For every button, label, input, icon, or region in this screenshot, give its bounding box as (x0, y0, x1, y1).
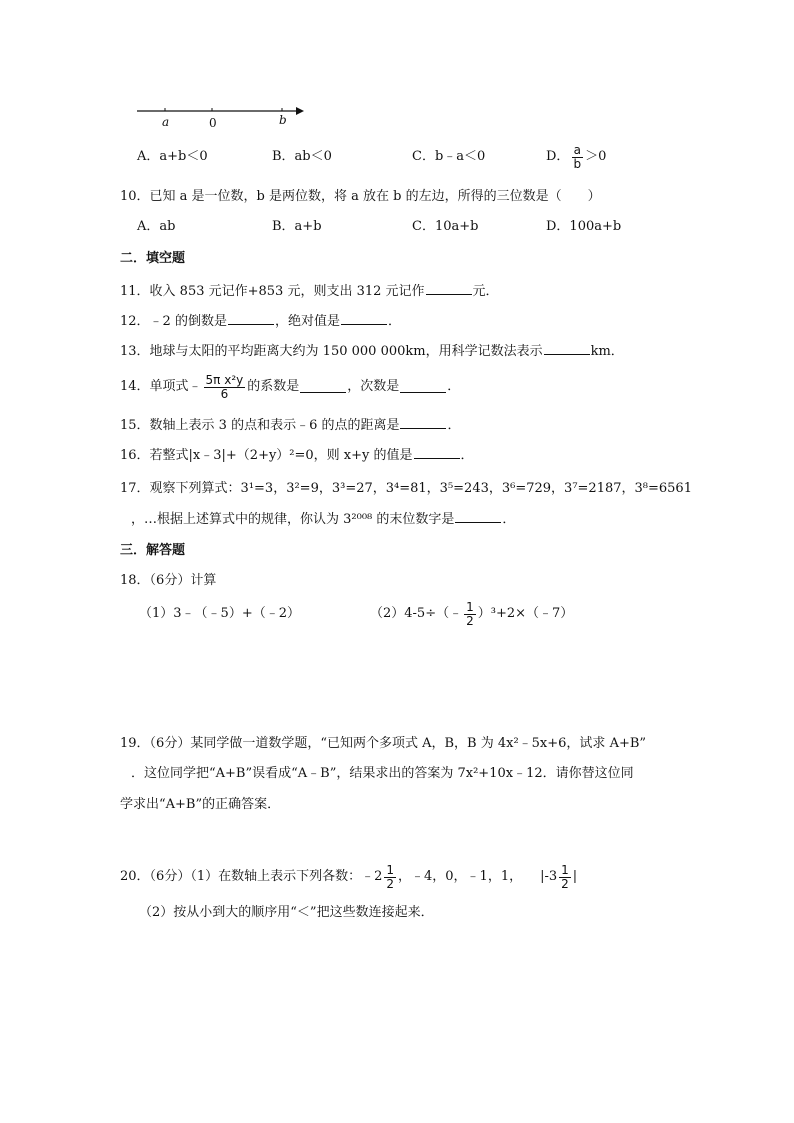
q9-option-b: B．ab＜0 (272, 149, 332, 164)
q20-mid: ，﹣4，0，﹣1，1， (398, 869, 523, 884)
q19-line-1: 19．（6分）某同学做一道数学题，“已知两个多项式 A，B，B 为 4x²﹣5x+6，试求 A+B” (120, 736, 647, 751)
q11-blank[interactable] (426, 283, 472, 295)
q18-part-2-text: （2）4-5÷（﹣ (370, 606, 463, 621)
q14-blank-2[interactable] (400, 381, 446, 393)
q12 (120, 313, 401, 330)
q17-line-2 (131, 511, 515, 528)
q15-tail: ． (447, 418, 461, 433)
q17-tail: ． (502, 512, 516, 527)
q9-option-d-prefix: D． (546, 149, 570, 164)
q9-d-numerator: a (573, 142, 581, 157)
q14-text: 14．单项式﹣ (120, 379, 202, 394)
q17-blank[interactable] (455, 511, 501, 523)
q20-abs-open: |-3 (540, 869, 558, 884)
q10-option-b: B．a+b (272, 219, 322, 234)
section-fill-in-title: 二．填空题 (120, 251, 186, 266)
q17-text: ，…根据上述算式中的规律，你认为 3²⁰⁰⁸ 的末位数字是 (131, 512, 455, 527)
q12-mid: ，绝对值是 (274, 314, 340, 329)
q9-option-d-suffix: ＞0 (585, 149, 607, 164)
q20-f1-denominator: 2 (386, 876, 394, 891)
q20-line-1 (120, 860, 577, 894)
q13-text: 13．地球与太阳的平均距离大约为 150 000 000km，用科学记数法表示 (120, 344, 543, 359)
q18-title: 18．（6分）计算 (120, 573, 217, 588)
number-line-label-b: b (279, 113, 287, 127)
q14-tail: ． (447, 379, 461, 394)
q20-fraction-1 (384, 864, 396, 891)
q16-blank[interactable] (414, 447, 460, 459)
q13-blank[interactable] (544, 343, 590, 355)
q14 (120, 369, 460, 405)
q14-denominator: 6 (220, 386, 229, 401)
q12-tail: ． (387, 314, 401, 329)
number-line-label-a: a (162, 115, 170, 129)
q9-option-c: C．b﹣a＜0 (412, 149, 486, 164)
q14-numerator: 5π x²y (205, 372, 244, 387)
q20-f2-denominator: 2 (561, 876, 569, 891)
q18-denominator: 2 (466, 613, 474, 628)
q18-fraction (464, 601, 476, 628)
q15-text: 15．数轴上表示 3 的点和表示﹣6 的点的距离是 (120, 418, 400, 433)
q19-line-2: ．这位同学把“A+B”误看成“A﹣B”，结果求出的答案为 7x²+10x﹣12．请你替这位同 (131, 766, 634, 781)
q14-mid-1: 的系数是 (247, 379, 300, 394)
q20-text: 20．（6分）（1）在数轴上表示下列各数：﹣2 (120, 869, 383, 884)
q14-mid-2: ，次数是 (347, 379, 400, 394)
q20-abs-close: | (572, 869, 578, 884)
q16-tail: ． (460, 448, 474, 463)
q20-f1-numerator: 1 (386, 862, 394, 877)
q10-text: 10．已知 a 是一位数，b 是两位数，将 a 放在 b 的左边，所得的三位数是（ ） (120, 189, 601, 204)
q11-tail: 元． (472, 284, 499, 299)
q14-fraction (204, 374, 246, 401)
q16-text: 16．若整式|x﹣3|+（2+y）²=0，则 x+y 的值是 (120, 448, 413, 463)
q12-text: 12．﹣2 的倒数是 (120, 314, 227, 329)
q15-blank[interactable] (400, 417, 446, 429)
q18-numerator: 1 (466, 599, 474, 614)
q10-option-d: D．100a+b (546, 219, 622, 234)
number-line-label-0: 0 (209, 116, 217, 130)
q11-text: 11．收入 853 元记作+853 元，则支出 312 元记作 (120, 284, 425, 299)
q18-part-2-tail: ）³+2×（﹣7） (477, 606, 574, 621)
q11 (120, 283, 499, 300)
q18-part-2 (370, 597, 573, 631)
q19-line-3: 学求出“A+B”的正确答案． (120, 797, 281, 812)
q12-blank-2[interactable] (341, 313, 387, 325)
q20-f2-numerator: 1 (561, 862, 569, 877)
q9-option-a: A．a+b＜0 (137, 149, 208, 164)
q18-part-1: （1）3﹣（﹣5）+（﹣2） (139, 606, 300, 621)
q14-blank-1[interactable] (300, 381, 346, 393)
q13-tail: km． (590, 344, 624, 359)
q12-blank-1[interactable] (228, 313, 274, 325)
q15 (120, 417, 461, 434)
q20-fraction-2 (559, 864, 571, 891)
q9-option-d (546, 140, 606, 174)
q13 (120, 343, 624, 360)
q9-option-d-fraction (571, 144, 583, 171)
section-answer-title: 三．解答题 (120, 543, 186, 558)
q9-d-denominator: b (573, 156, 582, 171)
q17-line-1: 17．观察下列算式：3¹=3，3²=9，3³=27，3⁴=81，3⁵=243，3⁶=729，3⁷=2187，3⁸=6561 (120, 481, 692, 496)
q10-option-c: C．10a+b (412, 219, 479, 234)
q10-option-a: A．ab (137, 219, 176, 234)
q20-line-2: （2）按从小到大的顺序用“＜”把这些数连接起来． (139, 905, 434, 920)
q16 (120, 447, 474, 464)
